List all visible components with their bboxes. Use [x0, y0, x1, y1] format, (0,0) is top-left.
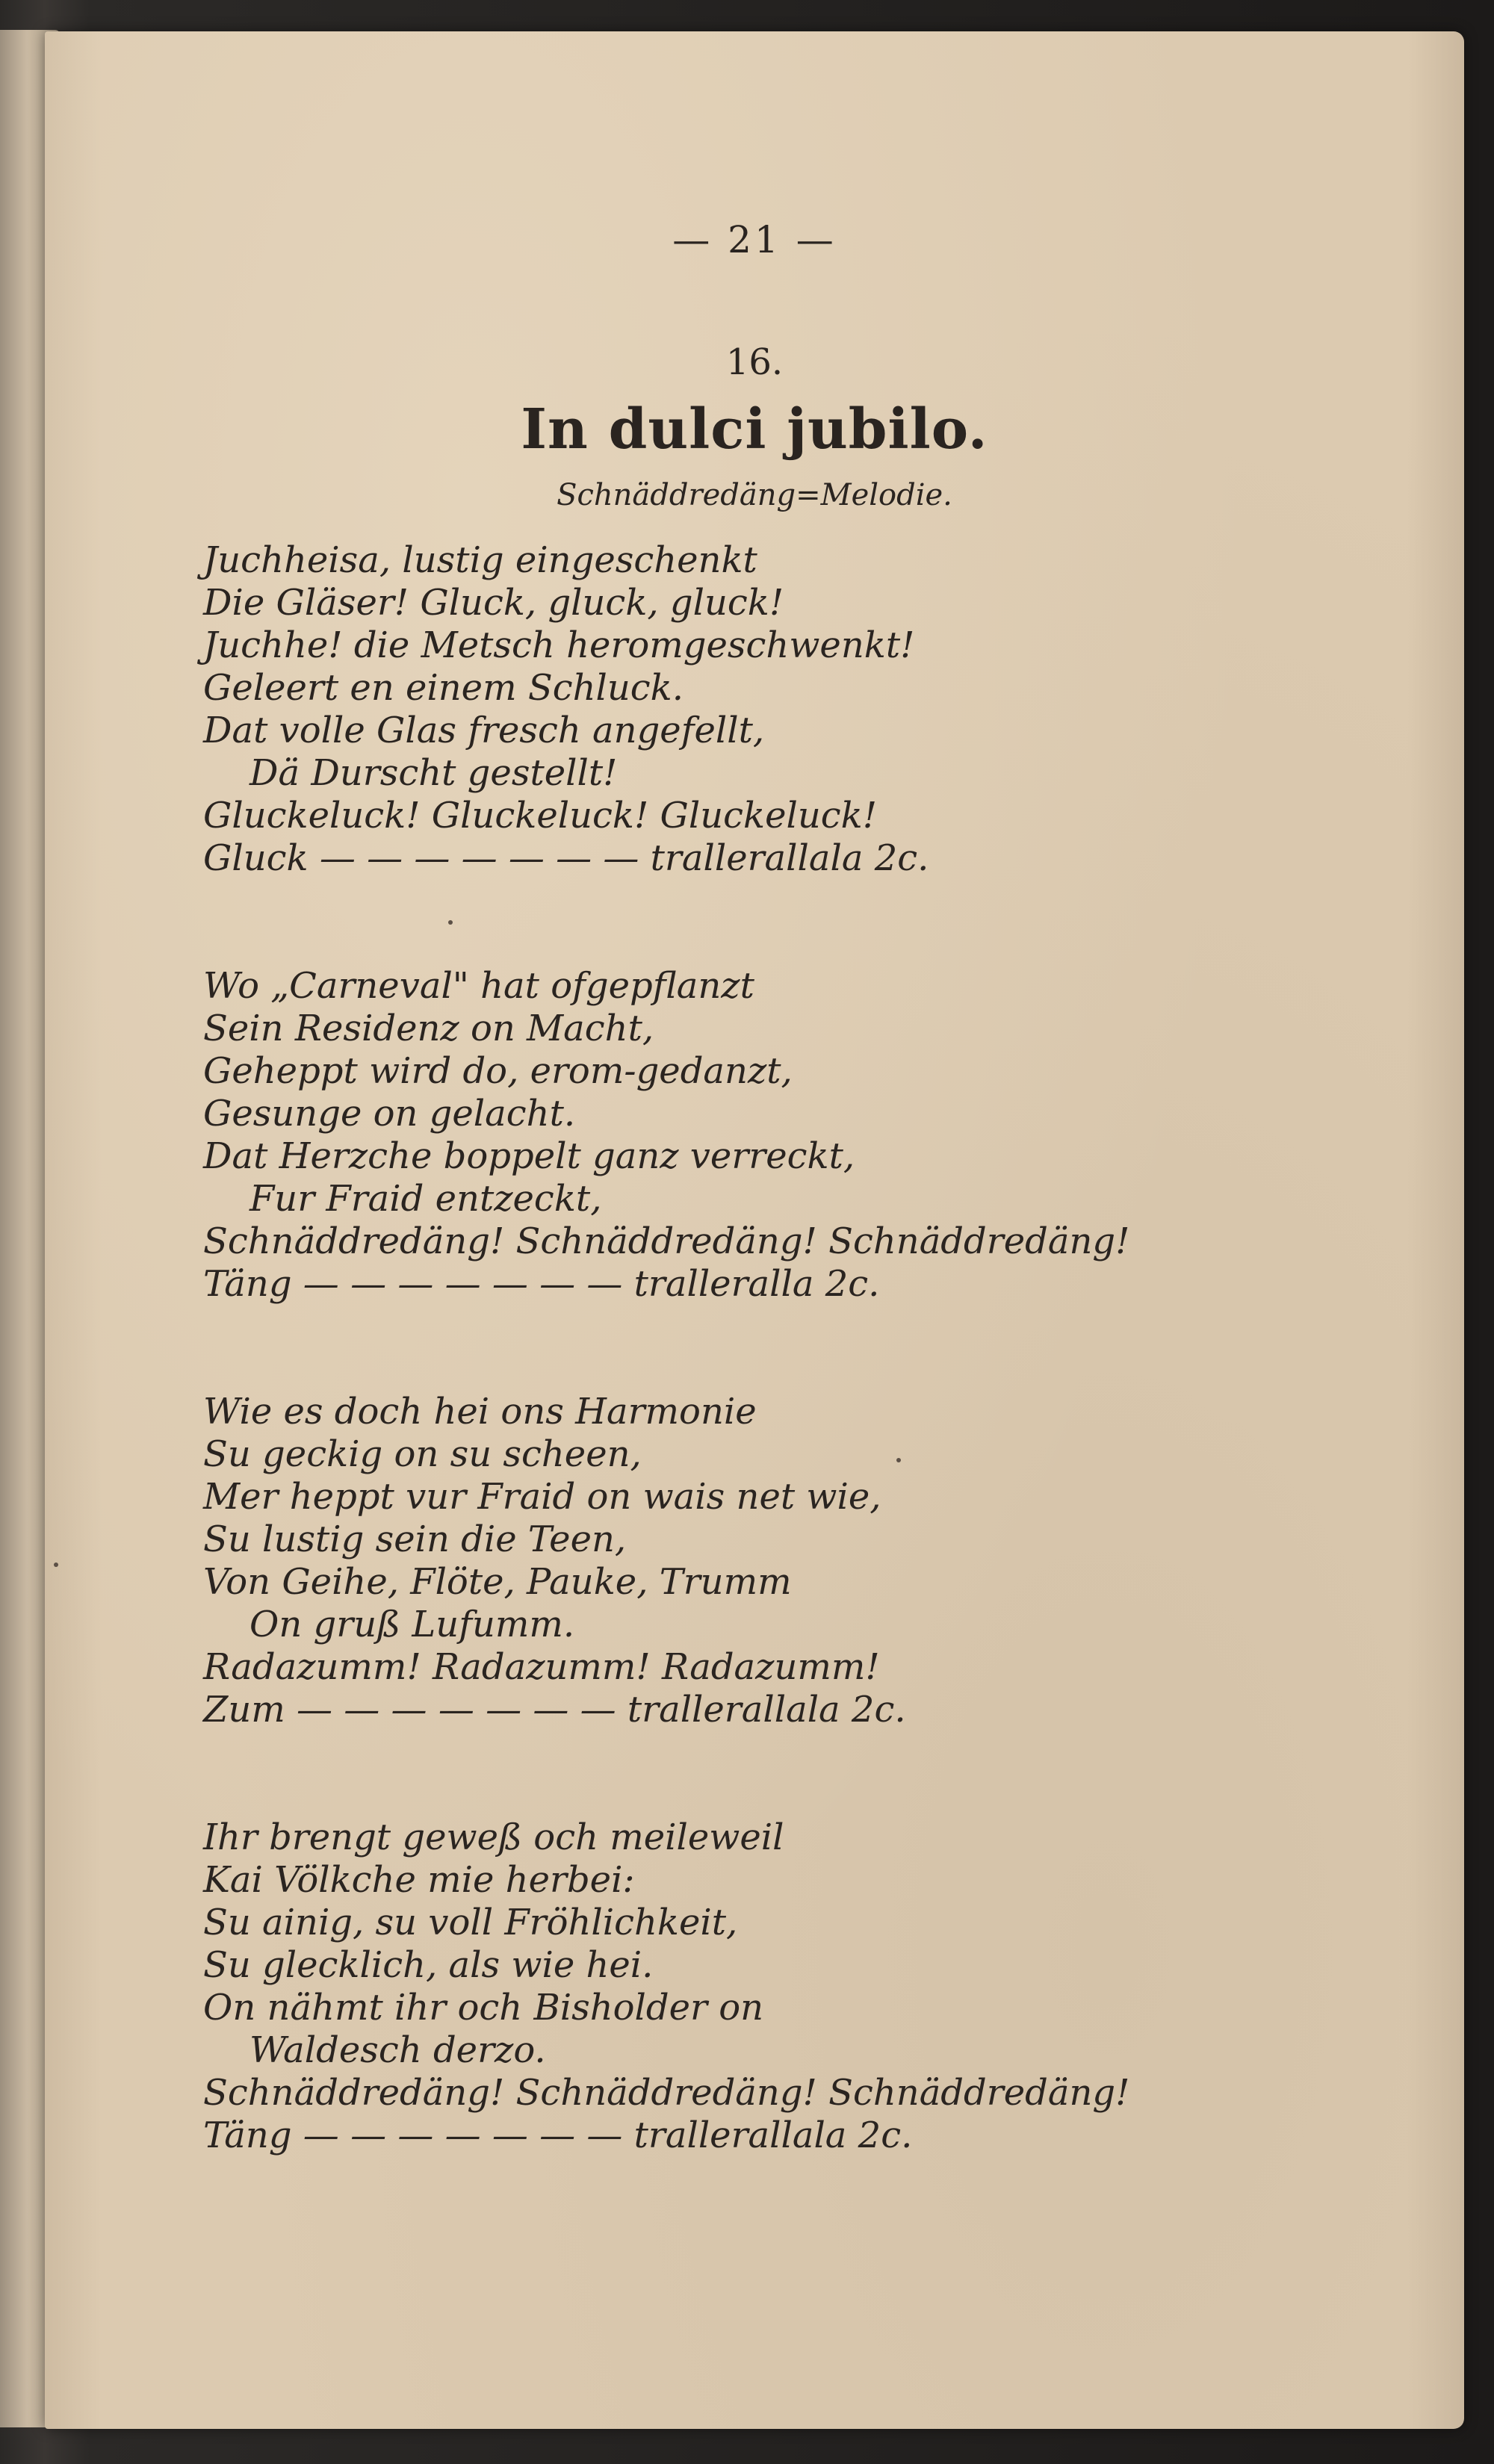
stanza-4	[203, 1816, 1294, 2157]
song-number: 16.	[725, 341, 784, 383]
verse-line: Fur Fraid entzeckt,	[249, 1178, 602, 1220]
verse-line: Täng — — — — — — — trallerallala 2c.	[203, 2114, 913, 2156]
verse-line: Wie es doch hei ons Harmonie	[203, 1391, 757, 1433]
verse-line: Die Gläser! Gluck, gluck, gluck!	[203, 582, 784, 624]
paper-speck	[448, 920, 453, 925]
verse-line: Dat volle Glas fresch angefellt,	[203, 710, 765, 751]
song-title: In dulci jubilo.	[521, 397, 988, 462]
verse-line: Dä Durscht gestellt!	[249, 752, 618, 794]
stanza-3	[203, 1391, 1294, 1731]
verse-line: Schnäddredäng! Schnäddredäng! Schnäddredäng!	[203, 1220, 1130, 1262]
verse-line: Geleert en einem Schluck.	[203, 667, 684, 709]
verse-line: Gluck — — — — — — — trallerallala 2c.	[203, 837, 929, 879]
verse-line: On gruß Lufumm.	[249, 1604, 575, 1645]
paper-speck	[54, 1563, 58, 1567]
stanza-2	[203, 965, 1294, 1306]
stanza-1	[203, 539, 1294, 880]
verse-line: Radazumm! Radazumm! Radazumm!	[203, 1646, 880, 1688]
verse-line: Su geckig on su scheen,	[203, 1433, 642, 1475]
verse-line: Von Geihe, Flöte, Pauke, Trumm	[203, 1561, 792, 1603]
verse-line: Geheppt wird do, erom-gedanzt,	[203, 1050, 793, 1092]
verse-line: Su lustig sein die Teen,	[203, 1518, 627, 1560]
verse-line: Su ainig, su voll Fröhlichkeit,	[203, 1902, 738, 1943]
verse-line: Dat Herzche boppelt ganz verreckt,	[203, 1135, 855, 1177]
verse-line: Juchheisa, lustig eingeschenkt	[203, 539, 757, 581]
book-page	[45, 31, 1464, 2429]
verse-line: Ihr brengt geweß och meileweil	[203, 1816, 784, 1858]
verse-line: Waldesch derzo.	[249, 2029, 546, 2071]
verse-line: Juchhe! die Metsch heromgeschwenkt!	[203, 624, 915, 666]
verse-line: Wo „Carneval" hat ofgepflanzt	[203, 965, 754, 1007]
verse-line: On nähmt ihr och Bisholder on	[203, 1987, 764, 2029]
verse-line: Gesunge on gelacht.	[203, 1093, 576, 1135]
page-number: — 21 —	[672, 218, 837, 261]
verse-line: Su glecklich, als wie hei.	[203, 1944, 654, 1986]
verse-line: Täng — — — — — — — tralleralla 2c.	[203, 1263, 880, 1305]
verse-line: Schnäddredäng! Schnäddredäng! Schnäddredäng!	[203, 2072, 1130, 2114]
verse-line: Sein Residenz on Macht,	[203, 1008, 654, 1049]
verse-line: Gluckeluck! Gluckeluck! Gluckeluck!	[203, 795, 878, 837]
verse-line: Mer heppt vur Fraid on wais net wie,	[203, 1476, 881, 1518]
song-melody: Schnäddredäng=Melodie.	[557, 478, 952, 512]
verse-line: Kai Völkche mie herbei:	[203, 1859, 635, 1901]
verse-line: Zum — — — — — — — trallerallala 2c.	[203, 1689, 906, 1731]
paper-speck	[896, 1458, 901, 1462]
